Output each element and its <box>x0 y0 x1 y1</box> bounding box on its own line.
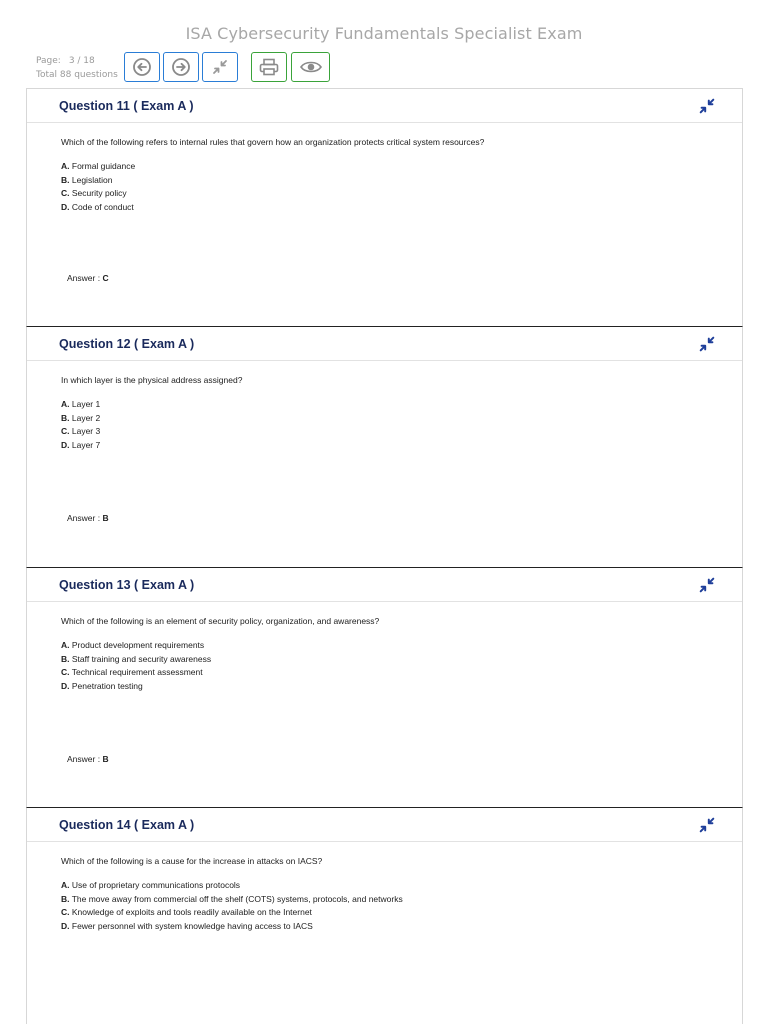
option-c: C. Knowledge of exploits and tools readily available on the Internet <box>61 907 312 918</box>
answer-value: B <box>102 754 109 764</box>
arrow-right-circle-icon <box>171 57 191 77</box>
option-a: A. Layer 1 <box>61 399 101 409</box>
answer-value: B <box>102 513 109 523</box>
option-b: B. Legislation <box>61 174 113 185</box>
question-body <box>27 602 742 694</box>
option-d: D. Code of conduct <box>61 202 134 213</box>
question-header <box>27 327 742 361</box>
answer-line: Answer : B <box>67 754 109 764</box>
question-stem: Which of the following refers to internal rules that govern how an organization protects critical system resources? <box>61 137 485 147</box>
page-value: 3 / 18 <box>68 56 95 66</box>
option-c: C. Technical requirement assessment <box>61 667 203 678</box>
question-title: Question 12 ( Exam A ) <box>59 336 195 351</box>
answer-value: C <box>102 273 109 283</box>
collapse-icon[interactable] <box>698 576 716 594</box>
question-body <box>27 123 742 215</box>
option-d: D. Fewer personnel with system knowledge having access to IACS <box>61 921 313 932</box>
collapse-icon[interactable] <box>698 816 716 834</box>
question-body <box>27 361 742 453</box>
option-a: A. Product development requirements <box>61 640 205 650</box>
next-button[interactable] <box>163 52 199 82</box>
page-meta <box>36 54 118 82</box>
page-label: Page: <box>36 56 61 66</box>
page-title: ISA Cybersecurity Fundamentals Specialist Exam <box>185 24 583 43</box>
option-b: B. Staff training and security awareness <box>61 653 212 664</box>
print-button[interactable] <box>251 52 287 82</box>
collapse-icon[interactable] <box>698 97 716 115</box>
question-stem: In which layer is the physical address assigned? <box>61 375 243 385</box>
answer-line: Answer : C <box>67 273 109 283</box>
option-a: A. Formal guidance <box>61 161 136 171</box>
show-answers-button[interactable] <box>291 52 330 82</box>
collapse-all-button[interactable] <box>202 52 238 82</box>
answer-line: Answer : B <box>67 513 109 523</box>
question-header <box>27 808 742 842</box>
option-b: B. Layer 2 <box>61 412 101 423</box>
question-header <box>27 89 742 123</box>
option-b: B. The move away from commercial off the shelf (COTS) systems, protocols, and networks <box>61 893 403 904</box>
question-title: Question 14 ( Exam A ) <box>59 817 195 832</box>
collapse-icon <box>210 57 230 77</box>
collapse-icon[interactable] <box>698 335 716 353</box>
question-stem: Which of the following is a cause for the increase in attacks on IACS? <box>61 856 323 866</box>
arrow-left-circle-icon <box>132 57 152 77</box>
question-title: Question 11 ( Exam A ) <box>59 98 194 113</box>
option-c: C. Security policy <box>61 188 127 199</box>
question-stem: Which of the following is an element of security policy, organization, and awareness? <box>61 616 380 626</box>
question-card <box>26 326 743 567</box>
total-questions: Total 88 questions <box>36 70 118 80</box>
option-a: A. Use of proprietary communications protocols <box>61 880 241 890</box>
question-card <box>26 88 743 326</box>
question-card <box>26 807 743 1024</box>
question-body <box>27 842 742 934</box>
question-header <box>27 568 742 602</box>
prev-button[interactable] <box>124 52 160 82</box>
question-card <box>26 567 743 807</box>
question-title: Question 13 ( Exam A ) <box>59 577 195 592</box>
option-d: D. Layer 7 <box>61 440 101 451</box>
option-d: D. Penetration testing <box>61 681 143 692</box>
print-icon <box>258 57 280 77</box>
eye-icon <box>299 58 323 76</box>
option-c: C. Layer 3 <box>61 426 101 437</box>
